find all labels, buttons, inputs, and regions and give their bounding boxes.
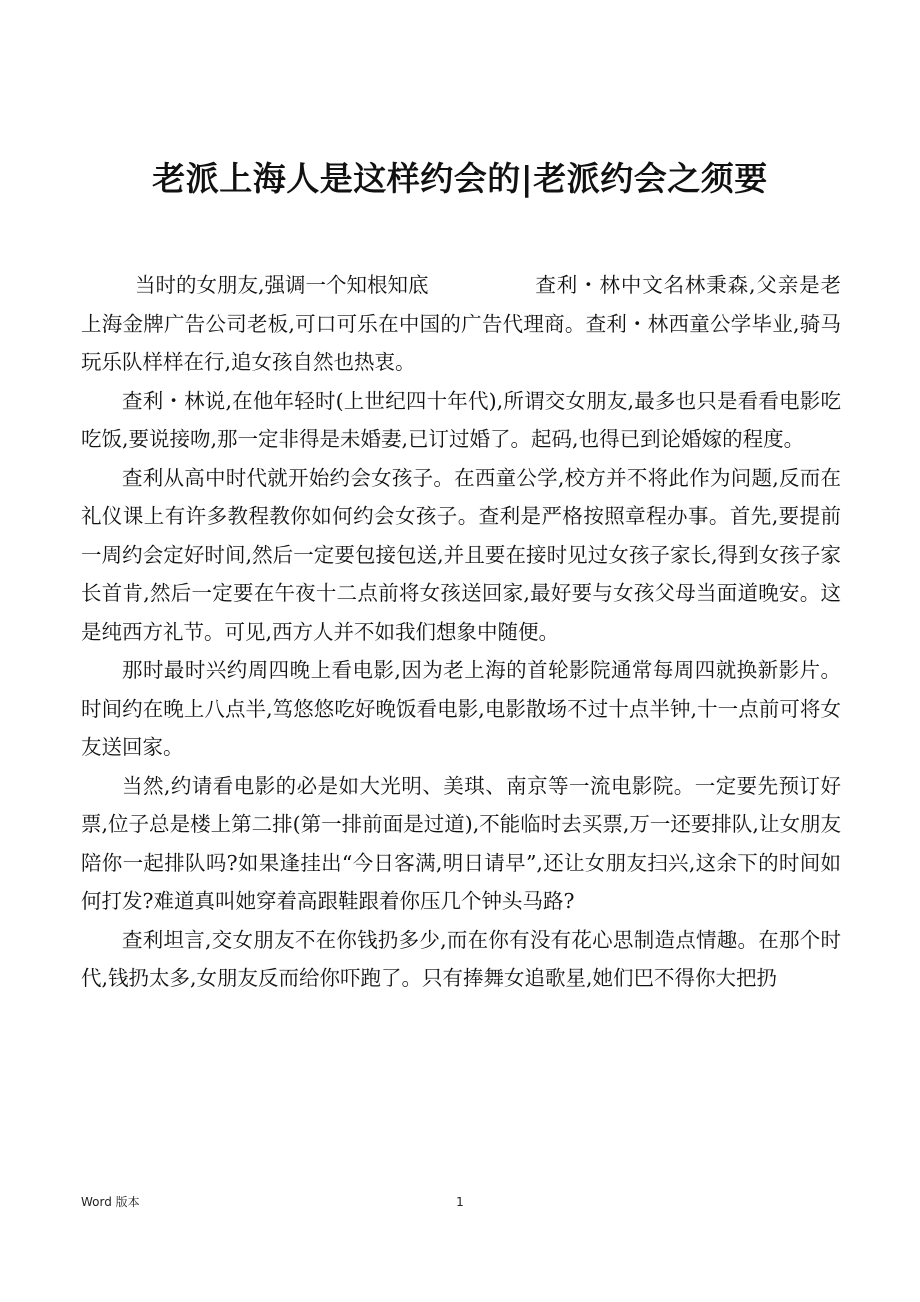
paragraph-1 xyxy=(81,266,841,382)
footer-version-label: Word 版本 xyxy=(81,1195,140,1209)
paragraph-2: 查利・林说,在他年轻时(上世纪四十年代),所谓交女朋友,最多也只是看看电影吃吃饭,要说接吻,那一定非得是未婚妻,已订过婚了。起码,也得已到论婚嫁的程度。 xyxy=(81,388,841,451)
paragraph-6: 查利坦言,交女朋友不在你钱扔多少,而在你有没有花心思制造点情趣。在那个时代,钱扔太多,女朋友反而给你吓跑了。只有捧舞女追歌星,她们巴不得你大把扔 xyxy=(81,927,841,990)
paragraph-1-text: 查利・林中文名林秉森,父亲是老上海金牌广告公司老板,可口可乐在中国的广告代理商。查利・林西童公学毕业,骑马玩乐队样样在行,追女孩自然也热衷。 xyxy=(81,273,841,374)
document-title: 老派上海人是这样约会的|老派约会之须要 xyxy=(152,159,768,199)
paragraph-4: 那时最时兴约周四晚上看电影,因为老上海的首轮影院通常每周四就换新影片。时间约在晚上八点半,笃悠悠吃好晚饭看电影,电影散场不过十点半钟,十一点前可将女友送回家。 xyxy=(81,658,841,759)
paragraph-5: 当然,约请看电影的必是如大光明、美琪、南京等一流电影院。一定要先预订好票,位子总是楼上第二排(第一排前面是过道),不能临时去买票,万一还要排队,让女朋友陪你一起排队吗?如果逢挂出“今日客满,明日请早”,还让女朋友扫兴,这余下的时间如何打发?难道真叫她穿着高跟鞋跟着你压几个钟头马路? xyxy=(81,773,841,913)
paragraph-1-lead: 当时的女朋友,强调一个知根知底 xyxy=(135,273,429,297)
document-body xyxy=(81,266,841,998)
paragraph-3: 查利从高中时代就开始约会女孩子。在西童公学,校方并不将此作为问题,反而在礼仪课上有许多教程教你如何约会女孩子。查利是严格按照章程办事。首先,要提前一周约会定好时间,然后一定要包接包送,并且要在接时见过女孩子家长,得到女孩子家长首肯,然后一定要在午夜十二点前将女孩送回家,最好要与女孩父母当面道晚安。这是纯西方礼节。可见,西方人并不如我们想象中随便。 xyxy=(81,465,841,644)
footer-page-number: 1 xyxy=(456,1195,464,1209)
